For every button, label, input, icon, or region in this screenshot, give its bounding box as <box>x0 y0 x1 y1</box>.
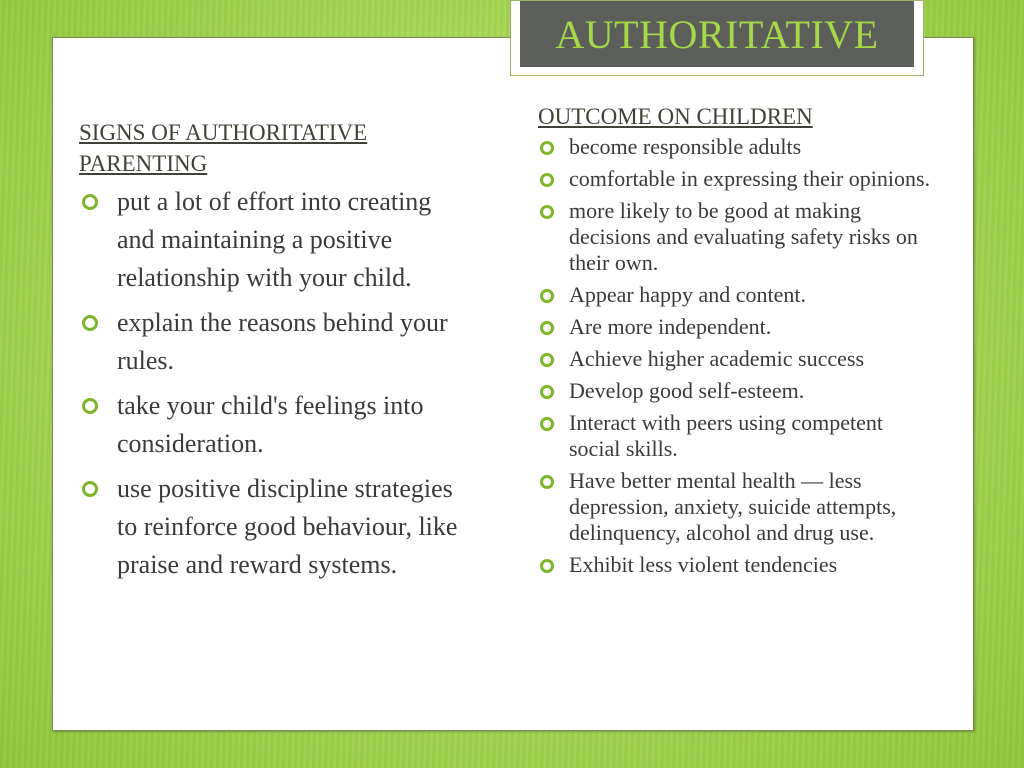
outcome-item-text: Have better mental health — less depression, anxiety, suicide attempts, delinquency, alcohol and drug use. <box>569 468 897 545</box>
outcome-list <box>538 134 938 578</box>
outcome-column <box>538 102 938 584</box>
outcome-item-text: more likely to be good at making decisions and evaluating safety risks on their own. <box>569 198 918 275</box>
ring-bullet-icon <box>540 205 554 219</box>
outcome-list-item <box>538 552 938 578</box>
outcome-item-text: Interact with peers using competent social skills. <box>569 410 884 461</box>
ring-bullet-icon <box>540 417 554 431</box>
outcome-item-text: Achieve higher academic success <box>569 346 865 371</box>
signs-item-text: put a lot of effort into creating and maintaining a positive relationship with your child. <box>117 187 432 292</box>
ring-bullet-icon <box>82 194 98 210</box>
outcome-list-item <box>538 346 938 372</box>
slide-title: AUTHORITATIVE <box>555 11 879 57</box>
signs-item-text: explain the reasons behind your rules. <box>117 308 448 375</box>
ring-bullet-icon <box>82 481 98 497</box>
outcome-item-text: Are more independent. <box>569 314 772 339</box>
outcome-list-item <box>538 468 938 546</box>
title-box <box>510 0 924 76</box>
ring-bullet-icon <box>540 385 554 399</box>
ring-bullet-icon <box>540 559 554 573</box>
outcome-item-text: become responsible adults <box>569 134 802 159</box>
outcome-item-text: Appear happy and content. <box>569 282 807 307</box>
outcome-item-text: comfortable in expressing their opinions. <box>569 166 931 191</box>
signs-item-text: use positive discipline strategies to reinforce good behaviour, like praise and reward systems. <box>117 474 458 579</box>
ring-bullet-icon <box>540 321 554 335</box>
outcome-item-text: Develop good self-esteem. <box>569 378 805 403</box>
signs-list-item <box>79 470 469 584</box>
ring-bullet-icon <box>82 315 98 331</box>
signs-list-item <box>79 183 469 297</box>
outcome-heading: OUTCOME ON CHILDREN <box>538 104 813 129</box>
outcome-item-text: Exhibit less violent tendencies <box>569 552 838 577</box>
ring-bullet-icon <box>82 398 98 414</box>
outcome-list-item <box>538 314 938 340</box>
outcome-list-item <box>538 282 938 308</box>
signs-list-item <box>79 387 469 463</box>
signs-column <box>79 117 469 591</box>
signs-list-item <box>79 304 469 380</box>
outcome-list-item <box>538 198 938 276</box>
signs-list <box>79 183 469 584</box>
title-banner <box>520 1 914 67</box>
signs-heading: SIGNS OF AUTHORITATIVE PARENTING <box>79 120 368 176</box>
ring-bullet-icon <box>540 141 554 155</box>
ring-bullet-icon <box>540 289 554 303</box>
ring-bullet-icon <box>540 173 554 187</box>
outcome-list-item <box>538 378 938 404</box>
ring-bullet-icon <box>540 353 554 367</box>
outcome-list-item <box>538 166 938 192</box>
signs-item-text: take your child's feelings into consideration. <box>117 391 424 458</box>
outcome-list-item <box>538 410 938 462</box>
ring-bullet-icon <box>540 475 554 489</box>
outcome-list-item <box>538 134 938 160</box>
